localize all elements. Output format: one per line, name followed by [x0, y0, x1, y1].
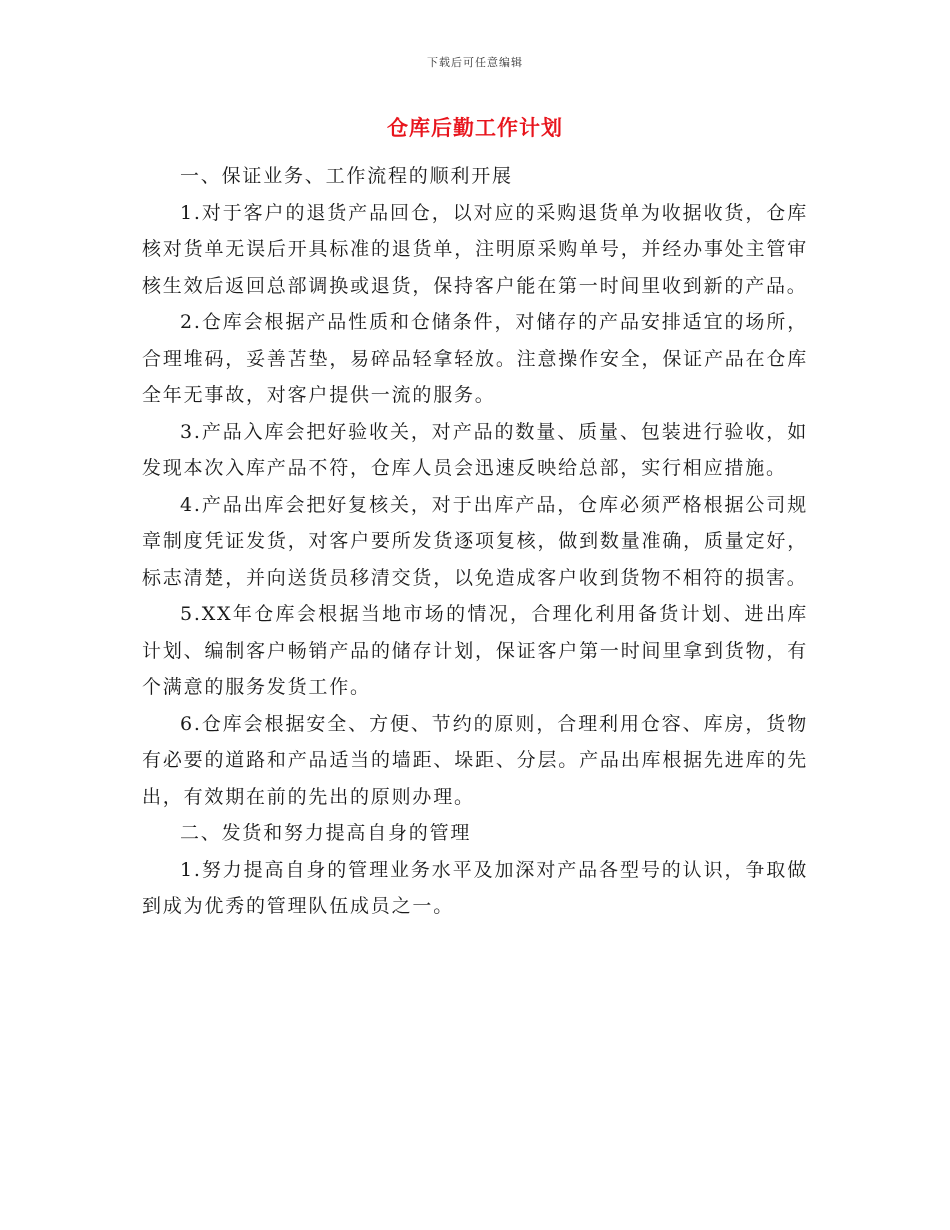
paragraph-item-5: 5.XX年仓库会根据当地市场的情况，合理化利用备货计划、进出库计划、编制客户畅销产品的储存计划，保证客户第一时间里拿到货物，有个满意的服务发货工作。 — [142, 603, 808, 698]
section-heading-1: 一、保证业务、工作流程的顺利开展 — [180, 165, 513, 187]
paragraph-item-2: 2.仓库会根据产品性质和仓储条件，对储存的产品安排适宜的场所，合理堆码，妥善苫垫，易碎品轻拿轻放。注意操作安全，保证产品在仓库全年无事故，对客户提供一流的服务。 — [142, 311, 808, 406]
paragraph-item-1: 1.对于客户的退货产品回仓，以对应的采购退货单为收据收货，仓库核对货单无误后开具标准的退货单，注明原采购单号，并经办事处主管审核生效后返回总部调换或退货，保持客户能在第一时间里收到新的产品。 — [142, 201, 808, 297]
paragraph-item-3: 3.产品入库会把好验收关，对产品的数量、质量、包装进行验收，如发现本次入库产品不符，仓库人员会迅速反映给总部，实行相应措施。 — [142, 420, 808, 479]
page-header-note: 下载后可任意编辑 — [427, 56, 523, 69]
document-title: 仓库后勤工作计划 — [387, 115, 563, 140]
paragraph-item-7: 1.努力提高自身的管理业务水平及加深对产品各型号的认识，争取做到成为优秀的管理队伍成员之一。 — [142, 858, 808, 917]
paragraph-item-6: 6.仓库会根据安全、方便、节约的原则，合理利用仓容、库房，货物有必要的道路和产品适当的墙距、垛距、分层。产品出库根据先进库的先出，有效期在前的先出的原则办理。 — [142, 712, 808, 808]
paragraph-item-4: 4.产品出库会把好复核关，对于出库产品，仓库必须严格根据公司规章制度凭证发货，对客户要所发货逐项复核，做到数量准确，质量定好，标志清楚，并向送货员移清交货，以免造成客户收到货物不相符的损害。 — [142, 493, 808, 589]
section-heading-2: 二、发货和努力提高自身的管理 — [180, 822, 472, 844]
document-body — [142, 158, 808, 925]
